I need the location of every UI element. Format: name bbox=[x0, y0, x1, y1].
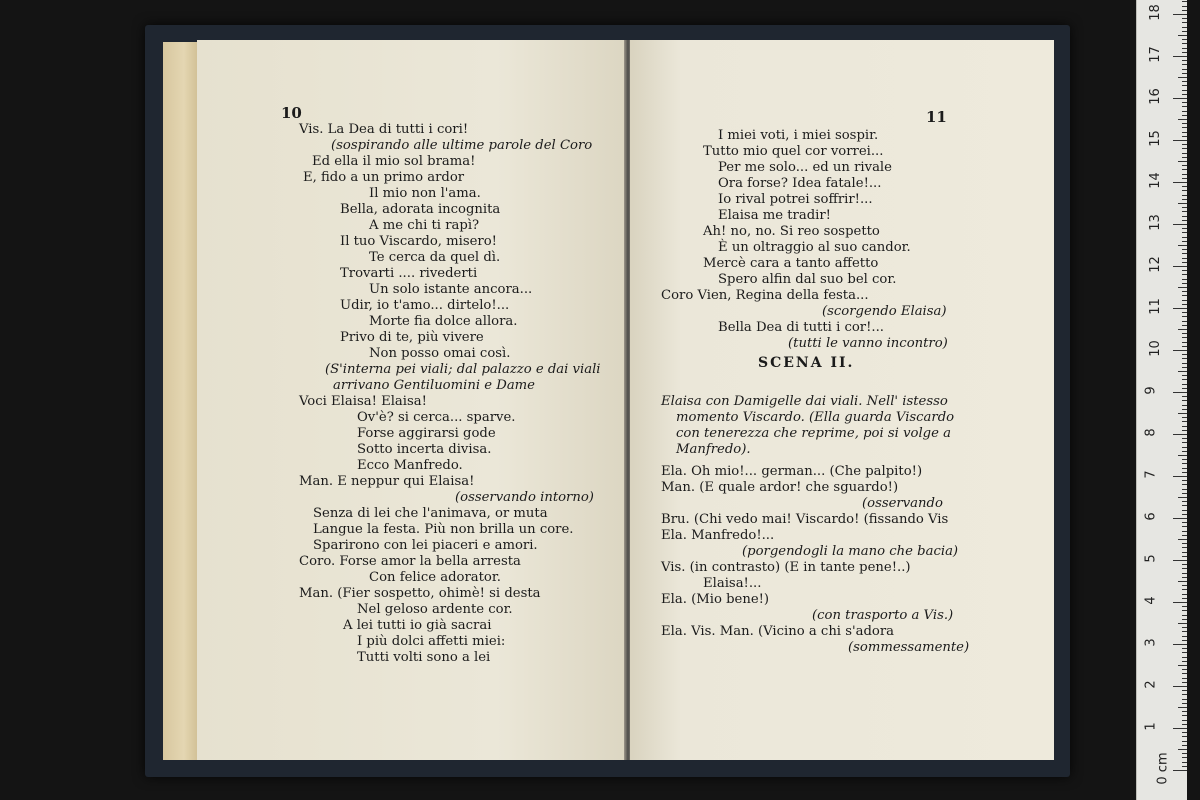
ruler-tick bbox=[1182, 148, 1187, 149]
text-line: Il tuo Viscardo, misero! bbox=[340, 234, 497, 249]
ruler-tick bbox=[1178, 77, 1187, 78]
ruler-tick bbox=[1182, 526, 1187, 527]
ruler-tick bbox=[1173, 434, 1187, 435]
ruler-tick bbox=[1182, 241, 1187, 242]
text-line: Morte fia dolce allora. bbox=[369, 314, 518, 329]
ruler-tick bbox=[1182, 426, 1187, 427]
ruler-tick bbox=[1173, 602, 1187, 603]
text-line: Spero alfin dal suo bel cor. bbox=[718, 272, 897, 287]
ruler-tick bbox=[1182, 346, 1187, 347]
ruler-tick bbox=[1182, 190, 1187, 191]
ruler-tick bbox=[1182, 552, 1187, 553]
ruler-tick bbox=[1182, 648, 1187, 649]
ruler-number: 6 bbox=[1143, 512, 1159, 521]
ruler-tick bbox=[1173, 770, 1187, 771]
ruler-tick bbox=[1182, 480, 1187, 481]
ruler-tick bbox=[1182, 207, 1187, 208]
ruler-tick bbox=[1182, 165, 1187, 166]
ruler-number: 0 cm bbox=[1155, 752, 1171, 785]
ruler-tick bbox=[1182, 375, 1187, 376]
ruler-tick bbox=[1182, 652, 1187, 653]
ruler-tick bbox=[1182, 274, 1187, 275]
ruler-tick bbox=[1182, 636, 1187, 637]
page-edges bbox=[163, 42, 201, 760]
ruler-tick bbox=[1182, 253, 1187, 254]
text-line: Con felice adorator. bbox=[369, 570, 501, 585]
ruler-tick bbox=[1178, 245, 1187, 246]
ruler-tick bbox=[1182, 237, 1187, 238]
ruler-number: 7 bbox=[1143, 470, 1159, 479]
ruler-tick bbox=[1182, 153, 1187, 154]
text-line: Elaisa con Damigelle dai viali. Nell' istesso bbox=[661, 394, 948, 409]
ruler-tick bbox=[1178, 371, 1187, 372]
ruler-tick bbox=[1182, 249, 1187, 250]
ruler-tick bbox=[1182, 258, 1187, 259]
ruler-tick bbox=[1182, 472, 1187, 473]
ruler-tick bbox=[1182, 228, 1187, 229]
ruler-tick bbox=[1182, 409, 1187, 410]
text-line: con tenerezza che reprime, poi si volge a bbox=[676, 426, 951, 441]
ruler-tick bbox=[1182, 43, 1187, 44]
ruler-number: 14 bbox=[1147, 172, 1163, 189]
text-line: Manfredo). bbox=[676, 442, 751, 457]
text-line: E, fido a un primo ardor bbox=[303, 170, 465, 185]
ruler-tick bbox=[1182, 295, 1187, 296]
ruler-tick bbox=[1182, 18, 1187, 19]
ruler-tick bbox=[1182, 379, 1187, 380]
text-line: Ah! no, no. Si reo sospetto bbox=[703, 224, 880, 239]
ruler-tick bbox=[1182, 543, 1187, 544]
ruler-number: 3 bbox=[1143, 638, 1159, 647]
ruler-tick bbox=[1182, 358, 1187, 359]
ruler-number: 4 bbox=[1143, 596, 1159, 605]
text-line: A me chi ti rapì? bbox=[369, 218, 480, 233]
text-line: Ela. Vis. Man. (Vicino a chi s'adora bbox=[661, 624, 895, 639]
text-line: Ov'è? si cerca... sparve. bbox=[357, 410, 516, 425]
ruler-tick bbox=[1182, 354, 1187, 355]
ruler-tick bbox=[1182, 484, 1187, 485]
ruler-tick bbox=[1182, 169, 1187, 170]
text-line: Ela. Manfredo!... bbox=[661, 528, 775, 543]
ruler-tick bbox=[1182, 736, 1187, 737]
ruler-tick bbox=[1182, 1, 1187, 2]
text-line: Un solo istante ancora... bbox=[369, 282, 533, 297]
ruler-tick bbox=[1182, 451, 1187, 452]
ruler-tick bbox=[1182, 535, 1187, 536]
scene-heading: SCENA II. bbox=[758, 355, 855, 371]
text-line: Io rival potrei soffrir!... bbox=[718, 192, 873, 207]
ruler-tick bbox=[1182, 90, 1187, 91]
text-line: Te cerca da quel dì. bbox=[369, 250, 501, 265]
text-line: (tutti le vanno incontro) bbox=[788, 336, 948, 351]
ruler-tick bbox=[1173, 392, 1187, 393]
ruler-tick bbox=[1182, 463, 1187, 464]
ruler-tick bbox=[1182, 619, 1187, 620]
text-line: È un oltraggio al suo candor. bbox=[718, 240, 911, 255]
ruler-number: 1 bbox=[1143, 722, 1159, 731]
ruler-number: 15 bbox=[1147, 130, 1163, 147]
ruler-tick bbox=[1182, 531, 1187, 532]
ruler-tick bbox=[1182, 31, 1187, 32]
ruler-tick bbox=[1182, 556, 1187, 557]
text-line: Man. (Fier sospetto, ohimè! si desta bbox=[299, 586, 541, 601]
ruler-tick bbox=[1182, 400, 1187, 401]
ruler-tick bbox=[1178, 581, 1187, 582]
ruler-tick bbox=[1173, 98, 1187, 99]
ruler-tick bbox=[1173, 350, 1187, 351]
text-line: Trovarti .... rivederti bbox=[340, 266, 478, 281]
left-page bbox=[197, 40, 625, 760]
text-line: Bella, adorata incognita bbox=[340, 202, 501, 217]
text-line: (scorgendo Elaisa) bbox=[822, 304, 947, 319]
ruler-tick bbox=[1182, 115, 1187, 116]
ruler-tick bbox=[1182, 606, 1187, 607]
text-line: Man. E neppur qui Elaisa! bbox=[299, 474, 475, 489]
text-line: Langue la festa. Più non brilla un core. bbox=[313, 522, 574, 537]
text-line: Tutto mio quel cor vorrei... bbox=[703, 144, 884, 159]
ruler-tick bbox=[1182, 367, 1187, 368]
text-line: (osservando intorno) bbox=[455, 490, 594, 505]
ruler-tick bbox=[1173, 728, 1187, 729]
text-line: Ela. Oh mio!... german... (Che palpito!) bbox=[661, 464, 923, 479]
ruler-tick bbox=[1182, 741, 1187, 742]
ruler-tick bbox=[1182, 640, 1187, 641]
ruler-tick bbox=[1182, 417, 1187, 418]
ruler-tick bbox=[1182, 337, 1187, 338]
ruler-tick bbox=[1182, 199, 1187, 200]
ruler-tick bbox=[1182, 493, 1187, 494]
text-line: Ora forse? Idea fatale!... bbox=[718, 176, 882, 191]
text-line: Ela. (Mio bene!) bbox=[661, 592, 770, 607]
text-line: Ecco Manfredo. bbox=[357, 458, 463, 473]
ruler-tick bbox=[1182, 211, 1187, 212]
ruler-tick bbox=[1182, 447, 1187, 448]
ruler-tick bbox=[1182, 22, 1187, 23]
ruler-tick bbox=[1182, 547, 1187, 548]
text-line: I più dolci affetti miei: bbox=[357, 634, 506, 649]
text-line: (con trasporto a Vis.) bbox=[812, 608, 954, 623]
ruler-tick bbox=[1182, 195, 1187, 196]
ruler-tick bbox=[1173, 686, 1187, 687]
ruler-tick bbox=[1182, 489, 1187, 490]
text-line: momento Viscardo. (Ella guarda Viscardo bbox=[676, 410, 955, 425]
text-line: Bella Dea di tutti i cor!... bbox=[718, 320, 884, 335]
ruler-tick bbox=[1182, 598, 1187, 599]
ruler-tick bbox=[1182, 157, 1187, 158]
ruler-tick bbox=[1182, 52, 1187, 53]
ruler-tick bbox=[1182, 615, 1187, 616]
ruler-tick bbox=[1182, 85, 1187, 86]
ruler-number: 17 bbox=[1147, 46, 1163, 63]
ruler-tick bbox=[1182, 720, 1187, 721]
ruler-tick bbox=[1182, 594, 1187, 595]
ruler-tick bbox=[1182, 388, 1187, 389]
ruler-tick bbox=[1178, 413, 1187, 414]
ruler-tick bbox=[1173, 560, 1187, 561]
ruler-tick bbox=[1182, 81, 1187, 82]
ruler-tick bbox=[1182, 631, 1187, 632]
text-line: (sommessamente) bbox=[848, 640, 970, 655]
ruler-tick bbox=[1178, 749, 1187, 750]
ruler-tick bbox=[1182, 174, 1187, 175]
text-line: Ed ella il mio sol brama! bbox=[312, 154, 476, 169]
ruler-tick bbox=[1182, 283, 1187, 284]
ruler-tick bbox=[1178, 329, 1187, 330]
ruler-tick bbox=[1182, 178, 1187, 179]
ruler-tick bbox=[1182, 60, 1187, 61]
text-line: (porgendogli la mano che bacia) bbox=[742, 544, 959, 559]
text-line: Privo di te, più vivere bbox=[340, 330, 484, 345]
ruler-tick bbox=[1182, 724, 1187, 725]
ruler-tick bbox=[1182, 186, 1187, 187]
ruler-tick bbox=[1182, 144, 1187, 145]
ruler-tick bbox=[1182, 766, 1187, 767]
text-line: Forse aggirarsi gode bbox=[357, 426, 496, 441]
ruler-tick bbox=[1182, 522, 1187, 523]
ruler-tick bbox=[1178, 203, 1187, 204]
ruler-tick bbox=[1182, 694, 1187, 695]
measuring-ruler bbox=[1136, 0, 1187, 800]
ruler-tick bbox=[1178, 623, 1187, 624]
ruler-tick bbox=[1182, 220, 1187, 221]
ruler-tick bbox=[1182, 48, 1187, 49]
ruler-tick bbox=[1182, 589, 1187, 590]
ruler-tick bbox=[1182, 564, 1187, 565]
ruler-number: 11 bbox=[1147, 298, 1163, 315]
text-line: Sotto incerta divisa. bbox=[357, 442, 492, 457]
ruler-tick bbox=[1182, 69, 1187, 70]
text-line: (sospirando alle ultime parole del Coro bbox=[331, 138, 593, 153]
ruler-tick bbox=[1182, 505, 1187, 506]
ruler-tick bbox=[1182, 39, 1187, 40]
text-line: A lei tutti io già sacrai bbox=[343, 618, 492, 633]
ruler-tick bbox=[1182, 577, 1187, 578]
ruler-tick bbox=[1182, 745, 1187, 746]
text-line: I miei voti, i miei sospir. bbox=[718, 128, 879, 143]
ruler-tick bbox=[1182, 325, 1187, 326]
ruler-tick bbox=[1182, 321, 1187, 322]
text-line: Vis. La Dea di tutti i cori! bbox=[299, 122, 469, 137]
text-line: Voci Elaisa! Elaisa! bbox=[299, 394, 427, 409]
ruler-tick bbox=[1182, 64, 1187, 65]
ruler-tick bbox=[1182, 333, 1187, 334]
page-number-left: 10 bbox=[281, 104, 302, 122]
ruler-tick bbox=[1182, 757, 1187, 758]
ruler-tick bbox=[1182, 711, 1187, 712]
ruler-tick bbox=[1182, 732, 1187, 733]
ruler-tick bbox=[1178, 497, 1187, 498]
ruler-tick bbox=[1182, 627, 1187, 628]
ruler-tick bbox=[1182, 94, 1187, 95]
ruler-tick bbox=[1182, 73, 1187, 74]
ruler-tick bbox=[1182, 384, 1187, 385]
ruler-tick bbox=[1178, 35, 1187, 36]
ruler-tick bbox=[1182, 699, 1187, 700]
text-line: Vis. (in contrasto) (E in tante pene!..) bbox=[661, 560, 911, 575]
ruler-tick bbox=[1182, 6, 1187, 7]
ruler-tick bbox=[1182, 430, 1187, 431]
ruler-tick bbox=[1178, 119, 1187, 120]
ruler-tick bbox=[1182, 312, 1187, 313]
ruler-tick bbox=[1182, 127, 1187, 128]
text-line: (osservando bbox=[862, 496, 943, 511]
ruler-tick bbox=[1178, 539, 1187, 540]
ruler-tick bbox=[1182, 342, 1187, 343]
ruler-tick bbox=[1182, 459, 1187, 460]
text-line: Elaisa!... bbox=[703, 576, 762, 591]
ruler-tick bbox=[1182, 111, 1187, 112]
ruler-number: 18 bbox=[1147, 4, 1163, 21]
ruler-tick bbox=[1182, 106, 1187, 107]
ruler-tick bbox=[1173, 266, 1187, 267]
ruler-tick bbox=[1182, 510, 1187, 511]
ruler-tick bbox=[1173, 56, 1187, 57]
text-line: Mercè cara a tanto affetto bbox=[703, 256, 879, 271]
ruler-tick bbox=[1182, 585, 1187, 586]
text-line: Tutti volti sono a lei bbox=[357, 650, 491, 665]
ruler-tick bbox=[1182, 501, 1187, 502]
ruler-tick bbox=[1182, 291, 1187, 292]
ruler-tick bbox=[1182, 262, 1187, 263]
ruler-tick bbox=[1182, 270, 1187, 271]
ruler-tick bbox=[1182, 657, 1187, 658]
ruler-tick bbox=[1182, 123, 1187, 124]
ruler-tick bbox=[1182, 753, 1187, 754]
ruler-number: 12 bbox=[1147, 256, 1163, 273]
ruler-tick bbox=[1182, 661, 1187, 662]
right-page bbox=[630, 40, 1054, 760]
text-line: Man. (E quale ardor! che sguardo!) bbox=[661, 480, 899, 495]
ruler-number: 2 bbox=[1143, 680, 1159, 689]
ruler-tick bbox=[1182, 10, 1187, 11]
ruler-tick bbox=[1182, 573, 1187, 574]
text-line: arrivano Gentiluomini e Dame bbox=[333, 378, 535, 393]
text-line: Per me solo... ed un rivale bbox=[718, 160, 892, 175]
ruler-tick bbox=[1182, 438, 1187, 439]
ruler-tick bbox=[1178, 707, 1187, 708]
ruler-number: 8 bbox=[1143, 428, 1159, 437]
ruler-tick bbox=[1182, 102, 1187, 103]
ruler-tick bbox=[1178, 287, 1187, 288]
ruler-number: 10 bbox=[1147, 340, 1163, 357]
ruler-tick bbox=[1182, 703, 1187, 704]
text-line: Il mio non l'ama. bbox=[369, 186, 481, 201]
ruler-tick bbox=[1182, 678, 1187, 679]
ruler-tick bbox=[1182, 136, 1187, 137]
ruler-tick bbox=[1182, 682, 1187, 683]
ruler-tick bbox=[1182, 304, 1187, 305]
ruler-tick bbox=[1173, 644, 1187, 645]
ruler-number: 5 bbox=[1143, 554, 1159, 563]
ruler-tick bbox=[1182, 673, 1187, 674]
ruler-tick bbox=[1173, 14, 1187, 15]
ruler-number: 16 bbox=[1147, 88, 1163, 105]
ruler-tick bbox=[1182, 669, 1187, 670]
ruler-tick bbox=[1182, 300, 1187, 301]
ruler-tick bbox=[1178, 161, 1187, 162]
text-line: (S'interna pei viali; dal palazzo e dai viali bbox=[325, 362, 601, 377]
text-line: Sparirono con lei piaceri e amori. bbox=[313, 538, 538, 553]
ruler-tick bbox=[1182, 279, 1187, 280]
text-line: Coro Vien, Regina della festa... bbox=[661, 288, 869, 303]
text-line: Bru. (Chi vedo mai! Viscardo! (fissando Vis bbox=[661, 512, 949, 527]
ruler-tick bbox=[1173, 518, 1187, 519]
ruler-tick bbox=[1182, 468, 1187, 469]
ruler-tick bbox=[1182, 27, 1187, 28]
ruler-tick bbox=[1182, 690, 1187, 691]
ruler-tick bbox=[1182, 363, 1187, 364]
ruler-number: 9 bbox=[1143, 386, 1159, 395]
text-line: Non posso omai così. bbox=[369, 346, 511, 361]
ruler-tick bbox=[1182, 216, 1187, 217]
ruler-tick bbox=[1182, 610, 1187, 611]
ruler-tick bbox=[1182, 316, 1187, 317]
ruler-tick bbox=[1182, 396, 1187, 397]
ruler-tick bbox=[1182, 405, 1187, 406]
ruler-tick bbox=[1182, 442, 1187, 443]
ruler-number: 13 bbox=[1147, 214, 1163, 231]
ruler-tick bbox=[1173, 182, 1187, 183]
ruler-tick bbox=[1182, 762, 1187, 763]
ruler-tick bbox=[1182, 232, 1187, 233]
text-line: Senza di lei che l'animava, or muta bbox=[313, 506, 548, 521]
ruler-tick bbox=[1182, 132, 1187, 133]
ruler-tick bbox=[1182, 514, 1187, 515]
ruler-tick bbox=[1178, 665, 1187, 666]
text-line: Udir, io t'amo... dirtelo!... bbox=[340, 298, 510, 313]
ruler-tick bbox=[1182, 715, 1187, 716]
ruler-tick bbox=[1182, 421, 1187, 422]
page-number-right: 11 bbox=[926, 108, 947, 126]
ruler-tick bbox=[1178, 455, 1187, 456]
ruler-tick bbox=[1173, 308, 1187, 309]
ruler-tick bbox=[1173, 140, 1187, 141]
text-line: Elaisa me tradir! bbox=[718, 208, 831, 223]
ruler-tick bbox=[1182, 568, 1187, 569]
ruler-tick bbox=[1173, 224, 1187, 225]
text-line: Nel geloso ardente cor. bbox=[357, 602, 513, 617]
text-line: Coro. Forse amor la bella arresta bbox=[299, 554, 521, 569]
ruler-tick bbox=[1173, 476, 1187, 477]
